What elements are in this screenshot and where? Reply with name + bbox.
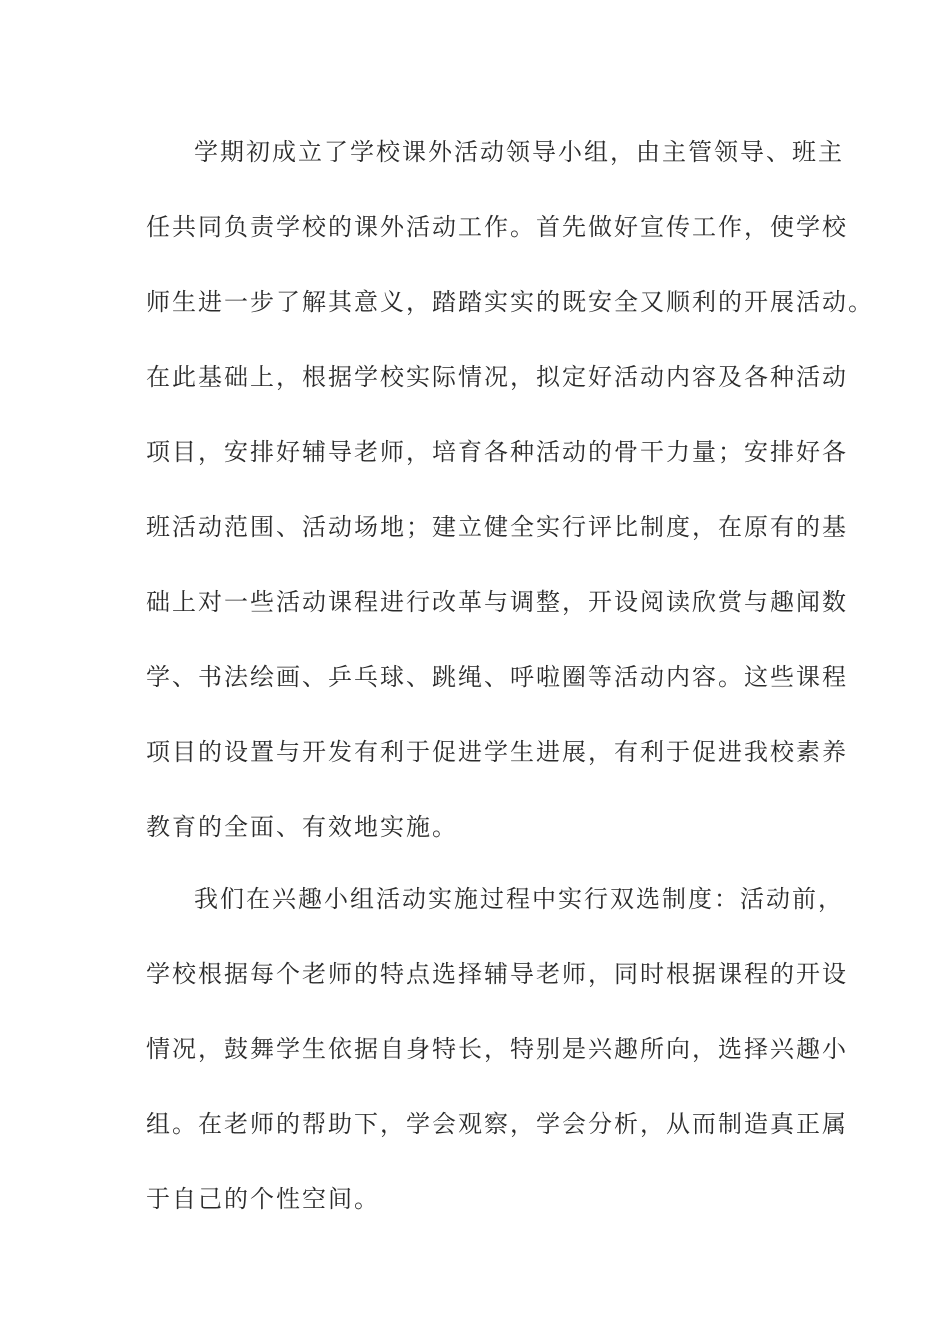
paragraph-line: 在此基础上，根据学校实际情况，拟定好活动内容及各种活动 bbox=[146, 363, 848, 391]
paragraph-line: 学、书法绘画、乒乓球、跳绳、呼啦圈等活动内容。这些课程 bbox=[146, 663, 848, 691]
paragraph-2 bbox=[146, 862, 848, 1237]
paragraph-line: 教育的全面、有效地实施。 bbox=[146, 813, 458, 841]
paragraph-line: 学校根据每个老师的特点选择辅导老师，同时根据课程的开设 bbox=[146, 960, 848, 988]
paragraph-line: 组。在老师的帮助下，学会观察，学会分析，从而制造真正属 bbox=[146, 1110, 848, 1138]
paragraph-line: 学期初成立了学校课外活动领导小组，由主管领导、班主 bbox=[194, 138, 844, 166]
paragraph-line: 班活动范围、活动场地；建立健全实行评比制度，在原有的基 bbox=[146, 513, 848, 541]
paragraph-1 bbox=[146, 115, 874, 865]
paragraph-line: 础上对一些活动课程进行改革与调整，开设阅读欣赏与趣闻数 bbox=[146, 588, 848, 616]
paragraph-line: 师生进一步了解其意义，踏踏实实的既安全又顺利的开展活动。 bbox=[146, 288, 874, 316]
paragraph-line: 我们在兴趣小组活动实施过程中实行双选制度：活动前， bbox=[194, 885, 844, 913]
paragraph-line: 情况，鼓舞学生依据自身特长，特别是兴趣所向，选择兴趣小 bbox=[146, 1035, 848, 1063]
paragraph-line: 项目的设置与开发有利于促进学生进展，有利于促进我校素养 bbox=[146, 738, 848, 766]
paragraph-line: 于自己的个性空间。 bbox=[146, 1185, 380, 1213]
paragraph-line: 项目，安排好辅导老师，培育各种活动的骨干力量；安排好各 bbox=[146, 438, 848, 466]
paragraph-line: 任共同负责学校的课外活动工作。首先做好宣传工作，使学校 bbox=[146, 213, 848, 241]
